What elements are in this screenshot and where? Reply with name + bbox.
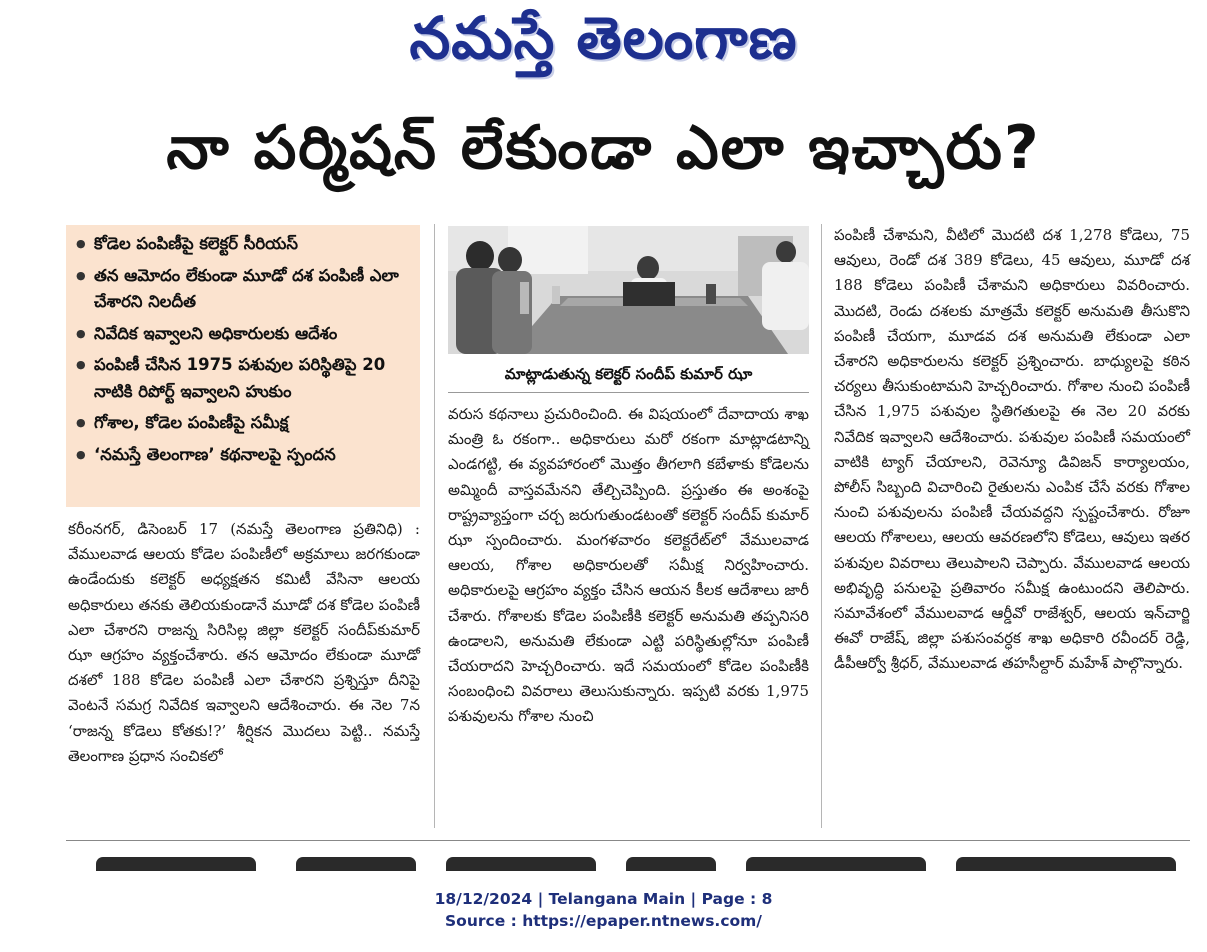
highlight-item: ● నివేదిక ఇవ్వాలని అధికారులకు ఆదేశం bbox=[74, 321, 412, 348]
edition-info: 18/12/2024 | Telangana Main | Page : 8 bbox=[434, 890, 773, 908]
highlight-item: ● ‘నమస్తే తెలంగాణ’ కథనాలపై స్పందన bbox=[74, 442, 412, 469]
highlight-item: ● పంపిణీ చేసిన 1975 పశువుల పరిస్థితిపై 20 నాటికి రిపోర్ట్ ఇవ్వాలని హుకుం bbox=[74, 352, 412, 405]
page-divider bbox=[66, 840, 1190, 841]
article-column-3: పంపిణీ చేశామని, వీటిలో మొదటి దశ 1,278 కోడెలు, 75 ఆవులు, రెండో దశ 389 కోడెలు, 45 ఆవులు, మూడో దశ 188 కోడెలు పంపిణీ చేశామని అధికారులు వివరించారు. మొదటి, రెండు దశలకు మాత్రమే కలెక్టర్ అనుమతి తీసుకొని పంపిణీ చేయగా, మూడవ దశ అనుమతి లేకుండా ఎలా చేశారని అధికారులను కలెక్టర్ ప్రశ్నించారు. బాధ్యులపై కఠిన చర్యలు తీసుకుంటామని హెచ్చరించారు. గోశాల నుంచి పంపిణీ చేసిన 1,975 పశువుల స్థితిగతులపై ఈ నెల 20 వరకు నివేదిక ఇవ్వాలని ఆదేశించారు. పశువుల పంపిణీ సమయంలో వాటికి ట్యాగ్ చేయాలని, రెవెన్యూ డివిజన్ కార్యాలయం, పోలీస్ సిబ్బంది విచారించి రైతులను ఎంపిక చేసే వరకు గోశాల నుంచి పశువులను పంపిణీ చేయవద్దని స్పష్టంచేశారు. రోజూ ఆలయ గోశాలలు, ఆలయ ఆవరణలోని కోడెలు, ఆవులు ఇతర పశువుల వివరాలు తెలుపాలని చెప్పారు. వేములవాడ ఆలయ అభివృద్ధి పనులపై ప్రతివారం సమీక్ష ఉంటుందని తెలిపారు. సమావేశంలో వేములవాడ ఆర్డీవో రాజేశ్వర్, ఆలయ ఇన్‌చార్జి ఈవో రాజేష్, జిల్లా పశుసంవర్ధక శాఖ అధికారి రవీందర్ రెడ్డి, డీపీఆర్వో శ్రీధర్, వేములవాడ తహసీల్దార్ మహేశ్ పాల్గొన్నారు. bbox=[834, 226, 1190, 673]
column-divider bbox=[821, 224, 822, 828]
next-article-cutoff bbox=[66, 853, 1190, 871]
highlight-item: ● గోశాల, కోడెల పంపిణీపై సమీక్ష bbox=[74, 410, 412, 437]
highlight-item: ● తన ఆమోదం లేకుండా మూడో దశ పంపిణీ ఎలా చేశారని నిలదీత bbox=[74, 263, 412, 316]
highlights-box bbox=[66, 225, 420, 507]
meeting-photo bbox=[448, 226, 809, 354]
column-divider bbox=[434, 224, 435, 828]
highlight-item: ● కోడెల పంపిణీపై కలెక్టర్ సీరియస్ bbox=[74, 231, 412, 258]
photo-caption: మాట్లాడుతున్న కలెక్టర్ సందీప్ కుమార్ ఝా bbox=[504, 365, 753, 383]
article-column-1: కరీంనగర్, డిసెంబర్ 17 (నమస్తే తెలంగాణ ప్రతినిధి) : వేములవాడ ఆలయ కోడెల పంపిణీలో అక్రమాలు జరగకుండా ఉండేందుకు కలెక్టర్ అధ్యక్షతన కమిటీ వేసినా ఆలయ అధికారులు తనకు తెలియకుండానే మూడో దశ కోడెల పంపిణీ ఎలా చేశారని రాజన్న సిరిసిల్ల జిల్లా కలెక్టర్ సందీప్‌కుమార్ ఝా ఆగ్రహం వ్యక్తంచేశారు. తన ఆమోదం లేకుండా మూడో దశలో 188 కోడెల పంపిణీ ఎలా చేశారని ప్రశ్నిస్తూ దీనిపై వెంటనే సమగ్ర నివేదిక ఇవ్వాలని ఆదేశించారు. ఈ నెల 7న ‘రాజన్న కోడెలు కోతకు!?’ శీర్షికన మొదలు పెట్టి.. నమస్తే తెలంగాణ ప్రధాన సంచికలో bbox=[68, 520, 420, 765]
article-column-2: వరుస కథనాలు ప్రచురించింది. ఈ విషయంలో దేవాదాయ శాఖ మంత్రి ఓ రకంగా.. అధికారులు మరో రకంగా మాట్లాడటాన్ని ఎండగట్టి, ఈ వ్యవహారంలో మొత్తం తీగలాగి కబేళాకు కోడెలను అమ్మిందీ వాస్తవమేనని తేల్చిచెప్పింది. ప్రస్తుతం ఈ అంశంపై రాష్ట్రవ్యాప్తంగా చర్చ జరుగుతుండటంతో కలెక్టర్ సందీప్ కుమార్ ఝా స్పందించారు. మంగళవారం కలెక్టరేట్‌లో వేములవాడ ఆలయ, గోశాల అధికారులతో సమీక్ష నిర్వహించారు. అధికారులపై ఆగ్రహం వ్యక్తం చేసిన ఆయన కీలక ఆదేశాలు జారీ చేశారు. గోశాలకు కోడెల పంపిణీకి కలెక్టర్ అనుమతి తప్పనిసరి ఉండాలని, అనుమతి లేకుండా ఎట్టి పరిస్థితుల్లోనూ పంపిణీ చేయరాదని హెచ్చరించారు. ఇదే సమయంలో కోడెల పంపిణీకి సంబంధించి వివరాలు తెలుసుకున్నారు. ఇప్పటి వరకు 1,975 పశువులను గోశాల నుంచి bbox=[448, 405, 809, 726]
newspaper-masthead: నమస్తే తెలంగాణ bbox=[409, 4, 798, 72]
caption-divider bbox=[448, 392, 809, 393]
article-headline: నా పర్మిషన్ లేకుండా ఎలా ఇచ్చారు? bbox=[166, 113, 1041, 183]
source-link[interactable]: Source : https://epaper.ntnews.com/ bbox=[445, 912, 762, 930]
